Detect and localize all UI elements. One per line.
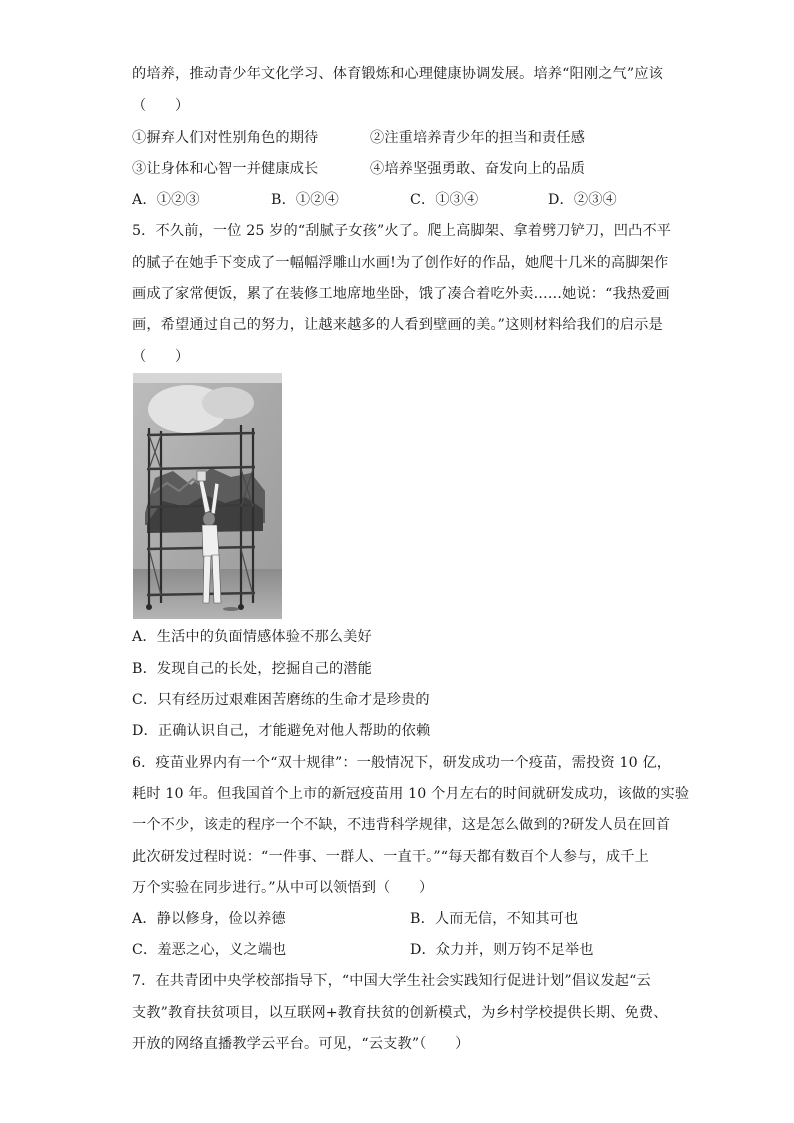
- q5-stem-line-3: 画成了家常便饭，累了在装修工地席地坐卧，饿了凑合着吃外卖……她说：“我热爱画: [132, 286, 670, 302]
- mural-artist-photo: [133, 373, 282, 619]
- q6-option-c: C．羞恶之心，义之端也: [132, 942, 287, 958]
- q5-stem-line-2: 的腻子在她手下变成了一幅幅浮雕山水画!为了创作好的作品，她爬十几米的高脚架作: [132, 255, 669, 271]
- q7-stem-line-3: 开放的网络直播教学云平台。可见，“云支教”（ ）: [132, 1036, 470, 1052]
- q4-choice-b: B．①②④: [271, 192, 339, 208]
- q5-answer-bracket: （ ）: [132, 349, 190, 365]
- q6-stem-line-2: 耗时 10 年。但我国首个上市的新冠疫苗用 10 个月左右的时间就研发成功，该做的实验: [132, 786, 690, 802]
- q6-option-a: A．静以修身，俭以养德: [132, 911, 286, 927]
- q4-choice-a: A．①②③: [132, 192, 200, 208]
- q4-stem-line-1: 的培养，推动青少年文化学习、体育锻炼和心理健康协调发展。培养“阳刚之气”应该: [132, 66, 663, 82]
- q4-choice-c: C．①③④: [410, 192, 479, 208]
- q5-stem-line-1: 5．不久前，一位 25 岁的“刮腻子女孩”火了。爬上高脚架、拿着劈刀铲刀，凹凸不平: [132, 223, 672, 239]
- q6-option-d: D．众力并，则万钧不足举也: [410, 942, 594, 958]
- q5-option-d: D．正确认识自己，才能避免对他人帮助的依赖: [132, 723, 431, 739]
- q6-stem-line-1: 6．疫苗业界内有一个“双十规律”：一般情况下，研发成功一个疫苗，需投资 10 亿，: [132, 755, 672, 771]
- q5-option-b: B．发现自己的长处，挖掘自己的潜能: [132, 661, 372, 677]
- q6-stem-line-3: 一个不少，该走的程序一个不缺，不违背科学规律，这是怎么做到的?研发人员在回首: [132, 817, 671, 833]
- q6-stem-line-5: 万个实验在同步进行。”从中可以领悟到（ ）: [132, 880, 434, 896]
- q6-stem-line-4: 此次研发过程时说：“一件事、一群人、一直干。”“每天都有数百个人参与，成千上: [132, 849, 649, 865]
- q4-answer-bracket: （ ）: [132, 98, 190, 114]
- q5-option-a: A．生活中的负面情感体验不那么美好: [132, 629, 372, 645]
- q4-choice-d: D．②③④: [548, 192, 617, 208]
- q4-option-3: ③让身体和心智一并健康成长: [132, 161, 319, 177]
- q7-stem-line-1: 7．在共青团中央学校部指导下，“中国大学生社会实践知行促进计划”倡议发起“云: [132, 973, 651, 989]
- q4-option-1: ①摒弃人们对性别角色的期待: [132, 130, 319, 146]
- q7-stem-line-2: 支教”教育扶贫项目，以互联网+教育扶贫的创新模式，为乡村学校提供长期、免费、: [132, 1005, 668, 1021]
- q5-stem-line-4: 画，希望通过自己的努力，让越来越多的人看到壁画的美。”这则材料给我们的启示是: [132, 317, 663, 333]
- q4-option-4: ④培养坚强勇敢、奋发向上的品质: [370, 161, 586, 177]
- q5-option-c: C．只有经历过艰难困苦磨练的生命才是珍贵的: [132, 692, 430, 708]
- q6-option-b: B．人而无信，不知其可也: [410, 911, 579, 927]
- q4-option-2: ②注重培养青少年的担当和责任感: [370, 130, 586, 146]
